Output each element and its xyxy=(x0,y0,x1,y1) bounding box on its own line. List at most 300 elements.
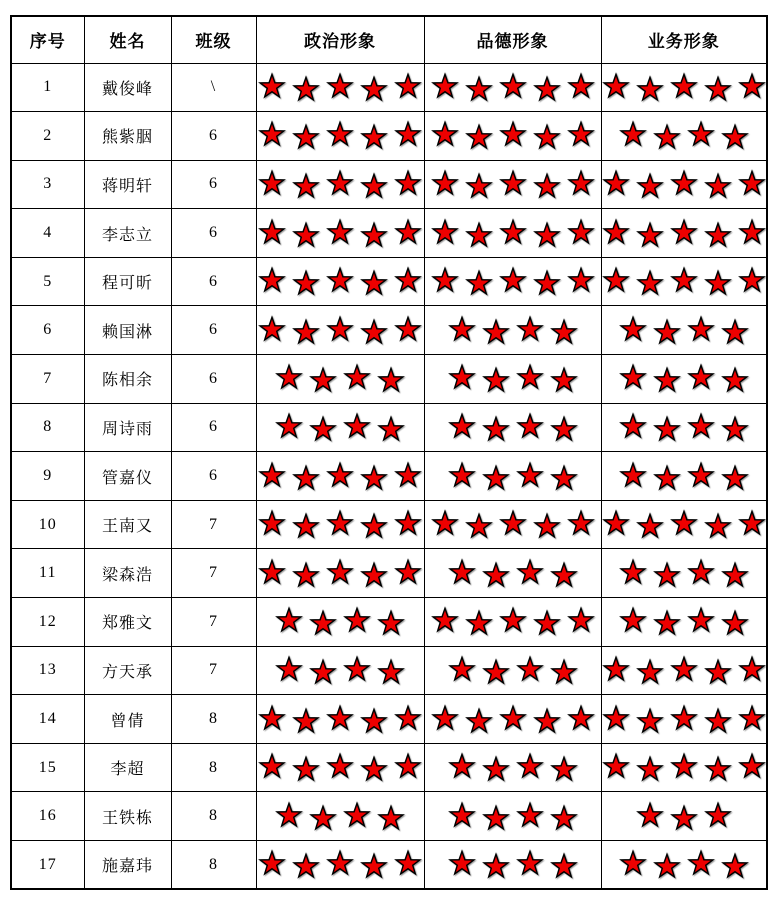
star-icon xyxy=(258,753,286,780)
star-rating xyxy=(602,463,767,490)
politics-stars-cell xyxy=(256,792,424,841)
star-rating xyxy=(257,171,424,198)
star-icon xyxy=(326,753,354,780)
star-icon xyxy=(738,655,766,682)
star-icon xyxy=(738,72,766,99)
star-icon xyxy=(602,169,630,196)
star-icon xyxy=(326,267,354,294)
star-rating xyxy=(425,608,601,635)
name-cell: 王铁栋 xyxy=(84,792,171,841)
star-icon xyxy=(309,658,337,685)
star-rating xyxy=(425,560,601,587)
serial-cell: 7 xyxy=(11,355,84,404)
star-icon xyxy=(309,804,337,831)
star-icon xyxy=(275,364,303,391)
star-rating xyxy=(425,706,601,733)
star-icon xyxy=(636,658,664,685)
star-icon xyxy=(550,367,578,394)
class-cell: 6 xyxy=(171,452,256,501)
business-stars-cell xyxy=(601,695,767,744)
star-icon xyxy=(687,315,715,342)
serial-cell: 2 xyxy=(11,112,84,161)
star-icon xyxy=(482,658,510,685)
star-icon xyxy=(636,75,664,102)
star-icon xyxy=(550,756,578,783)
business-stars-cell xyxy=(601,403,767,452)
star-icon xyxy=(377,610,405,637)
star-icon xyxy=(292,464,320,491)
class-cell: 6 xyxy=(171,257,256,306)
star-icon xyxy=(516,850,544,877)
star-rating xyxy=(602,511,767,538)
star-icon xyxy=(465,610,493,637)
star-icon xyxy=(704,513,732,540)
star-icon xyxy=(619,412,647,439)
star-icon xyxy=(482,415,510,442)
star-icon xyxy=(550,658,578,685)
column-header-politics: 政治形象 xyxy=(256,16,424,63)
star-rating xyxy=(602,560,767,587)
star-icon xyxy=(431,704,459,731)
business-stars-cell xyxy=(601,743,767,792)
star-icon xyxy=(516,801,544,828)
politics-stars-cell xyxy=(256,452,424,501)
star-rating xyxy=(425,463,601,490)
rating-table xyxy=(10,15,768,890)
star-icon xyxy=(448,850,476,877)
moral-stars-cell xyxy=(424,306,601,355)
name-cell: 梁森浩 xyxy=(84,549,171,598)
star-icon xyxy=(448,315,476,342)
name-cell: 周诗雨 xyxy=(84,403,171,452)
business-stars-cell xyxy=(601,549,767,598)
star-icon xyxy=(533,75,561,102)
class-cell: 6 xyxy=(171,209,256,258)
table-row xyxy=(11,63,767,112)
moral-stars-cell xyxy=(424,112,601,161)
serial-cell: 17 xyxy=(11,841,84,890)
politics-stars-cell xyxy=(256,743,424,792)
star-icon xyxy=(567,510,595,537)
star-icon xyxy=(704,75,732,102)
politics-stars-cell xyxy=(256,209,424,258)
star-icon xyxy=(326,72,354,99)
star-icon xyxy=(567,607,595,634)
star-icon xyxy=(465,75,493,102)
star-icon xyxy=(465,221,493,248)
star-icon xyxy=(258,704,286,731)
star-icon xyxy=(482,853,510,880)
moral-stars-cell xyxy=(424,841,601,890)
star-icon xyxy=(292,756,320,783)
star-rating xyxy=(602,268,767,295)
star-icon xyxy=(258,169,286,196)
star-rating xyxy=(425,365,601,392)
star-icon xyxy=(431,510,459,537)
politics-stars-cell xyxy=(256,500,424,549)
star-icon xyxy=(738,218,766,245)
star-icon xyxy=(636,513,664,540)
star-icon xyxy=(394,704,422,731)
name-cell: 郑雅文 xyxy=(84,598,171,647)
serial-cell: 8 xyxy=(11,403,84,452)
business-stars-cell xyxy=(601,63,767,112)
star-icon xyxy=(258,72,286,99)
star-icon xyxy=(292,124,320,151)
star-icon xyxy=(258,461,286,488)
star-icon xyxy=(448,753,476,780)
star-icon xyxy=(448,412,476,439)
star-icon xyxy=(360,221,388,248)
star-icon xyxy=(326,218,354,245)
star-icon xyxy=(567,704,595,731)
serial-cell: 3 xyxy=(11,160,84,209)
name-cell: 管嘉仪 xyxy=(84,452,171,501)
politics-stars-cell xyxy=(256,257,424,306)
star-icon xyxy=(653,610,681,637)
star-icon xyxy=(550,804,578,831)
moral-stars-cell xyxy=(424,646,601,695)
name-cell: 熊紫胭 xyxy=(84,112,171,161)
star-icon xyxy=(258,267,286,294)
star-icon xyxy=(516,558,544,585)
name-cell: 方天承 xyxy=(84,646,171,695)
star-icon xyxy=(499,704,527,731)
table-row xyxy=(11,792,767,841)
star-icon xyxy=(258,121,286,148)
star-icon xyxy=(326,169,354,196)
star-icon xyxy=(292,75,320,102)
star-icon xyxy=(721,124,749,151)
star-rating xyxy=(257,706,424,733)
star-rating xyxy=(602,754,767,781)
star-icon xyxy=(704,658,732,685)
star-icon xyxy=(431,169,459,196)
star-icon xyxy=(636,801,664,828)
column-header-business: 业务形象 xyxy=(601,16,767,63)
star-icon xyxy=(619,850,647,877)
politics-stars-cell xyxy=(256,695,424,744)
table-row xyxy=(11,549,767,598)
star-icon xyxy=(482,464,510,491)
moral-stars-cell xyxy=(424,63,601,112)
star-icon xyxy=(721,367,749,394)
class-cell: 7 xyxy=(171,549,256,598)
politics-stars-cell xyxy=(256,598,424,647)
star-icon xyxy=(653,464,681,491)
star-icon xyxy=(619,558,647,585)
star-icon xyxy=(533,270,561,297)
star-icon xyxy=(602,218,630,245)
serial-cell: 12 xyxy=(11,598,84,647)
star-icon xyxy=(516,315,544,342)
star-icon xyxy=(258,850,286,877)
business-stars-cell xyxy=(601,792,767,841)
star-icon xyxy=(360,853,388,880)
star-icon xyxy=(704,801,732,828)
star-icon xyxy=(602,704,630,731)
serial-cell: 4 xyxy=(11,209,84,258)
star-rating xyxy=(257,365,424,392)
star-icon xyxy=(619,461,647,488)
star-rating xyxy=(257,122,424,149)
serial-cell: 6 xyxy=(11,306,84,355)
star-icon xyxy=(721,853,749,880)
name-cell: 陈相余 xyxy=(84,355,171,404)
star-rating xyxy=(257,851,424,878)
star-icon xyxy=(258,218,286,245)
star-icon xyxy=(377,804,405,831)
star-icon xyxy=(533,221,561,248)
star-icon xyxy=(482,561,510,588)
serial-cell: 5 xyxy=(11,257,84,306)
star-icon xyxy=(533,172,561,199)
star-icon xyxy=(343,801,371,828)
star-icon xyxy=(516,753,544,780)
star-icon xyxy=(275,655,303,682)
politics-stars-cell xyxy=(256,841,424,890)
table-row xyxy=(11,743,767,792)
star-icon xyxy=(704,221,732,248)
star-icon xyxy=(377,367,405,394)
moral-stars-cell xyxy=(424,403,601,452)
star-icon xyxy=(482,367,510,394)
class-cell: 6 xyxy=(171,355,256,404)
star-rating xyxy=(257,74,424,101)
politics-stars-cell xyxy=(256,549,424,598)
business-stars-cell xyxy=(601,257,767,306)
star-rating xyxy=(257,608,424,635)
star-rating xyxy=(257,317,424,344)
business-stars-cell xyxy=(601,355,767,404)
star-icon xyxy=(448,461,476,488)
star-rating xyxy=(602,365,767,392)
moral-stars-cell xyxy=(424,549,601,598)
table-row xyxy=(11,112,767,161)
star-rating xyxy=(602,74,767,101)
star-rating xyxy=(602,171,767,198)
star-icon xyxy=(326,461,354,488)
star-icon xyxy=(533,513,561,540)
star-icon xyxy=(704,172,732,199)
moral-stars-cell xyxy=(424,160,601,209)
star-icon xyxy=(394,753,422,780)
star-icon xyxy=(326,510,354,537)
star-icon xyxy=(394,72,422,99)
star-icon xyxy=(653,561,681,588)
serial-cell: 1 xyxy=(11,63,84,112)
star-icon xyxy=(516,461,544,488)
star-icon xyxy=(394,315,422,342)
star-icon xyxy=(275,607,303,634)
star-icon xyxy=(394,558,422,585)
star-icon xyxy=(258,558,286,585)
star-icon xyxy=(326,121,354,148)
table-row xyxy=(11,209,767,258)
star-icon xyxy=(448,558,476,585)
table-row xyxy=(11,598,767,647)
star-icon xyxy=(465,172,493,199)
moral-stars-cell xyxy=(424,500,601,549)
star-icon xyxy=(431,607,459,634)
star-icon xyxy=(619,121,647,148)
star-icon xyxy=(360,270,388,297)
table-row xyxy=(11,160,767,209)
star-icon xyxy=(258,315,286,342)
star-icon xyxy=(670,218,698,245)
column-header-name: 姓名 xyxy=(84,16,171,63)
star-icon xyxy=(687,558,715,585)
politics-stars-cell xyxy=(256,646,424,695)
star-icon xyxy=(550,464,578,491)
header-row xyxy=(11,16,767,63)
column-header-serial: 序号 xyxy=(11,16,84,63)
star-icon xyxy=(738,704,766,731)
star-icon xyxy=(343,364,371,391)
star-rating xyxy=(425,511,601,538)
star-icon xyxy=(738,169,766,196)
star-icon xyxy=(567,267,595,294)
class-cell: 7 xyxy=(171,646,256,695)
star-icon xyxy=(653,415,681,442)
star-icon xyxy=(567,218,595,245)
star-rating xyxy=(257,220,424,247)
name-cell: 王南又 xyxy=(84,500,171,549)
star-rating xyxy=(425,122,601,149)
star-icon xyxy=(360,172,388,199)
star-rating xyxy=(425,268,601,295)
star-icon xyxy=(687,412,715,439)
politics-stars-cell xyxy=(256,63,424,112)
star-icon xyxy=(602,72,630,99)
star-icon xyxy=(636,221,664,248)
star-rating xyxy=(425,220,601,247)
star-icon xyxy=(499,169,527,196)
table-row xyxy=(11,452,767,501)
star-rating xyxy=(425,414,601,441)
star-icon xyxy=(687,364,715,391)
serial-cell: 9 xyxy=(11,452,84,501)
star-icon xyxy=(431,72,459,99)
name-cell: 戴俊峰 xyxy=(84,63,171,112)
politics-stars-cell xyxy=(256,403,424,452)
class-cell: 6 xyxy=(171,112,256,161)
star-icon xyxy=(550,561,578,588)
star-icon xyxy=(394,267,422,294)
star-icon xyxy=(602,267,630,294)
column-header-class: 班级 xyxy=(171,16,256,63)
business-stars-cell xyxy=(601,209,767,258)
star-icon xyxy=(343,607,371,634)
star-rating xyxy=(602,803,767,830)
star-icon xyxy=(533,707,561,734)
class-cell: 8 xyxy=(171,792,256,841)
star-icon xyxy=(499,121,527,148)
star-icon xyxy=(653,853,681,880)
star-icon xyxy=(670,72,698,99)
star-icon xyxy=(567,121,595,148)
politics-stars-cell xyxy=(256,306,424,355)
star-icon xyxy=(653,367,681,394)
star-icon xyxy=(275,412,303,439)
star-icon xyxy=(602,510,630,537)
name-cell: 赖国淋 xyxy=(84,306,171,355)
name-cell: 施嘉玮 xyxy=(84,841,171,890)
star-rating xyxy=(257,803,424,830)
business-stars-cell xyxy=(601,841,767,890)
star-icon xyxy=(499,510,527,537)
name-cell: 程可昕 xyxy=(84,257,171,306)
star-icon xyxy=(721,318,749,345)
star-icon xyxy=(721,464,749,491)
table-row xyxy=(11,306,767,355)
star-icon xyxy=(704,707,732,734)
star-icon xyxy=(687,121,715,148)
class-cell: 8 xyxy=(171,695,256,744)
star-icon xyxy=(360,561,388,588)
name-cell: 蒋明轩 xyxy=(84,160,171,209)
star-icon xyxy=(360,756,388,783)
star-icon xyxy=(516,412,544,439)
class-cell: 6 xyxy=(171,160,256,209)
class-cell: 8 xyxy=(171,841,256,890)
star-icon xyxy=(721,415,749,442)
star-icon xyxy=(499,218,527,245)
star-icon xyxy=(292,172,320,199)
star-rating xyxy=(602,657,767,684)
table-row xyxy=(11,403,767,452)
star-icon xyxy=(258,510,286,537)
class-cell: 8 xyxy=(171,743,256,792)
star-icon xyxy=(670,510,698,537)
star-icon xyxy=(394,461,422,488)
table-row xyxy=(11,646,767,695)
star-icon xyxy=(738,753,766,780)
star-icon xyxy=(360,464,388,491)
star-rating xyxy=(602,122,767,149)
star-icon xyxy=(360,318,388,345)
star-icon xyxy=(550,318,578,345)
class-cell: 7 xyxy=(171,598,256,647)
star-rating xyxy=(602,414,767,441)
serial-cell: 10 xyxy=(11,500,84,549)
serial-cell: 14 xyxy=(11,695,84,744)
name-cell: 李志立 xyxy=(84,209,171,258)
star-icon xyxy=(670,267,698,294)
serial-cell: 16 xyxy=(11,792,84,841)
business-stars-cell xyxy=(601,598,767,647)
moral-stars-cell xyxy=(424,355,601,404)
business-stars-cell xyxy=(601,306,767,355)
class-cell: 7 xyxy=(171,500,256,549)
serial-cell: 15 xyxy=(11,743,84,792)
star-icon xyxy=(499,72,527,99)
star-rating xyxy=(602,851,767,878)
star-icon xyxy=(687,850,715,877)
star-icon xyxy=(326,850,354,877)
moral-stars-cell xyxy=(424,257,601,306)
star-icon xyxy=(704,270,732,297)
moral-stars-cell xyxy=(424,792,601,841)
star-icon xyxy=(602,655,630,682)
star-rating xyxy=(257,560,424,587)
table-header xyxy=(11,16,767,63)
star-icon xyxy=(636,707,664,734)
star-icon xyxy=(326,315,354,342)
star-icon xyxy=(394,218,422,245)
star-rating xyxy=(602,706,767,733)
column-header-moral: 品德形象 xyxy=(424,16,601,63)
